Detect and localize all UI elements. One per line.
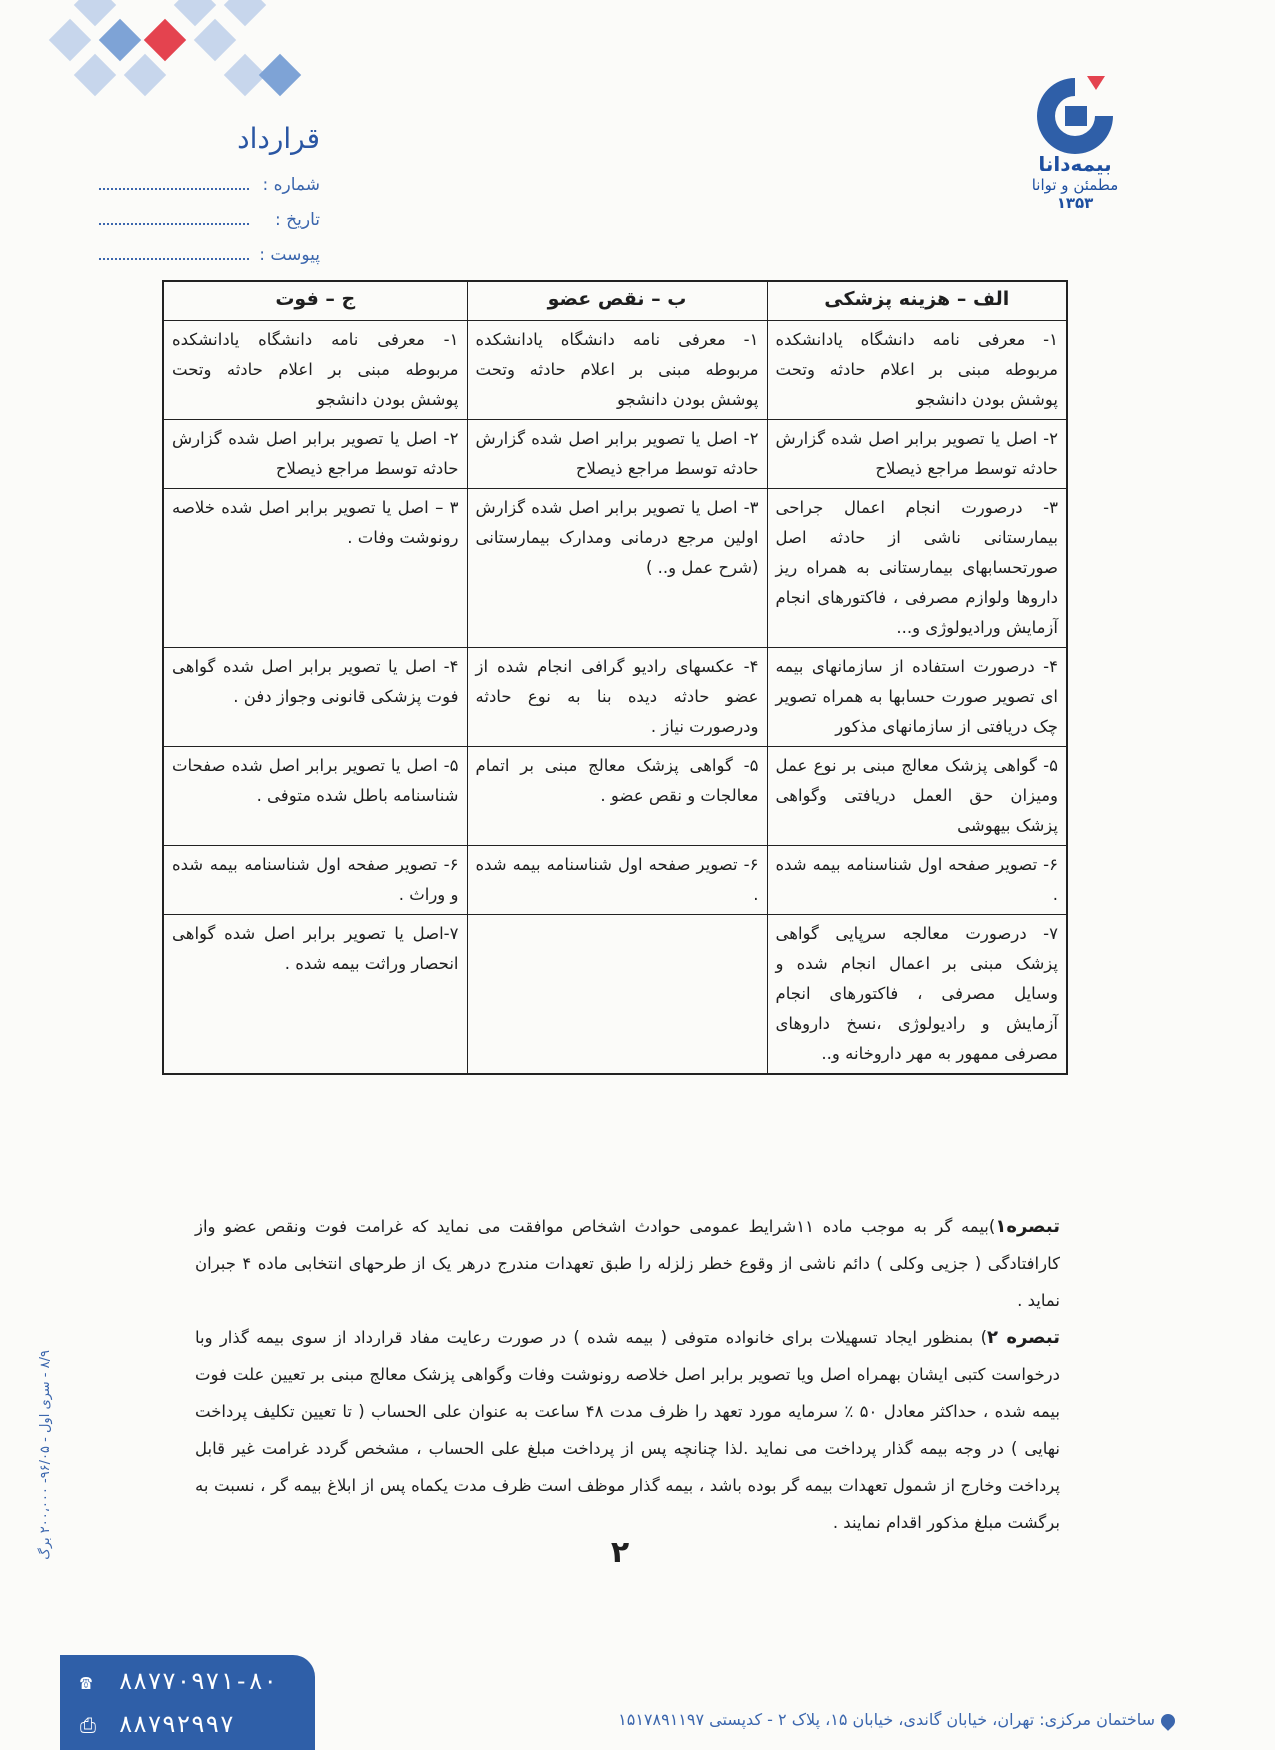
header-death: ج – فوت — [163, 281, 467, 321]
table-row — [163, 915, 1067, 1075]
logo-mark-icon — [1025, 70, 1125, 160]
table-cell: ۴- اصل یا تصویر برابر اصل شده گواهی فوت پزشکی قانونی وجواز دفن . — [163, 648, 467, 747]
table-cell: ۳ – اصل یا تصویر برابر اصل شده خلاصه رونوشت وفات . — [163, 489, 467, 648]
table-header-row — [163, 281, 1067, 321]
table-cell: ۳- درصورت انجام اعمال جراحی بیمارستانی ناشی از حادثه اصل صورتحسابهای بیمارستانی به همراه ریز داروها ولوازم مصرفی ، فاکتورهای انجام آزمایش ورادیولوژی و... — [767, 489, 1067, 648]
table-cell: ۷- درصورت معالجه سرپایی گواهی پزشک مبنی بر اعمال انجام شده و وسایل مصرفی ، فاکتورهای انجام آزمایش و رادیولوژی ،نسخ داروهای مصرفی ممهور به مهر داروخانه و.. — [767, 915, 1067, 1075]
meta-attachment-field — [75, 245, 320, 265]
table-cell: ۴- درصورت استفاده از سازمانهای بیمه ای تصویر صورت حسابها به همراه تصویر چک دریافتی از سازمانهای مذکور — [767, 648, 1067, 747]
note-2 — [195, 1319, 1060, 1541]
note-2-title: تبصره ۲ — [987, 1327, 1060, 1348]
address-text: ساختمان مرکزی: تهران، خیابان گاندی، خیابان ۱۵، پلاک ۲ - کدپستی ۱۵۱۷۸۹۱۱۹۷ — [618, 1710, 1155, 1729]
phone-number: ۸۸۷۷۰۹۷۱-۸۰ — [118, 1667, 278, 1695]
table-row — [163, 747, 1067, 846]
table-row — [163, 846, 1067, 915]
diamond-pattern-decoration — [40, 0, 340, 110]
dotted-line — [99, 178, 249, 190]
meta-number-label: شماره : — [262, 175, 320, 195]
table-cell: ۶- تصویر صفحه اول شناسنامه بیمه شده . — [467, 846, 767, 915]
document-title: قرارداد — [237, 122, 320, 155]
table-cell: ۴- عکسهای رادیو گرافی انجام شده از عضو حادثه دیده بنا به نوع حادثه ودرصورت نیاز . — [467, 648, 767, 747]
meta-attachment-label: پیوست : — [259, 245, 320, 265]
footer-address — [530, 1710, 1175, 1729]
logo-year: ۱۳۵۳ — [1056, 194, 1094, 212]
table-cell: ۱- معرفی نامه دانشگاه یادانشکده مربوطه مبنی بر اعلام حادثه وتحت پوشش بودن دانشجو — [767, 321, 1067, 420]
table-cell: ۵- گواهی پزشک معالج مبنی بر اتمام معالجات و نقص عضو . — [467, 747, 767, 846]
notes-section — [195, 1208, 1060, 1541]
dotted-line — [99, 248, 249, 260]
meta-date-label: تاریخ : — [275, 210, 320, 230]
meta-number-field — [75, 175, 320, 195]
note-1-text: )بیمه گر به موجب ماده ۱۱شرایط عمومی حوادث اشخاص موافقت می نماید که غرامت فوت ونقص عضو واز کارافتادگی ( جزیی وکلی ) دائم ناشی از وقوع خطر زلزله را طبق تعهدات مندرج درهر یک از طرحهای انتخابی ماده ۴ جبران نماید . — [195, 1217, 1060, 1310]
location-pin-icon — [1158, 1711, 1178, 1731]
table-cell: ۶- تصویر صفحه اول شناسنامه بیمه شده . — [767, 846, 1067, 915]
header-medical-costs: الف – هزینه پزشکی — [767, 281, 1067, 321]
fax-row — [80, 1710, 234, 1740]
phone-row — [80, 1667, 277, 1697]
table-cell: ۵- گواهی پزشک معالج مبنی بر نوع عمل ومیزان حق العمل دریافتی وگواهی پزشک بیهوشی — [767, 747, 1067, 846]
logo-brand-name: بیمه‌دانا — [1038, 152, 1112, 176]
table-cell: ۱- معرفی نامه دانشگاه یادانشکده مربوطه مبنی بر اعلام حادثه وتحت پوشش بودن دانشجو — [467, 321, 767, 420]
note-1-title: تبصره۱ — [995, 1216, 1061, 1237]
logo-slogan: مطمئن و توانا — [1031, 176, 1119, 194]
page-number: ۲ — [610, 1535, 630, 1570]
phone-icon: ☎ — [80, 1670, 96, 1694]
print-run-info: ۸/۹ - سری اول - ۹۶/۰۵- ۲۰۰،۰۰۰ برگ — [38, 1350, 53, 1560]
fax-number: ۸۸۷۹۲۹۹۷ — [118, 1710, 235, 1738]
table-row — [163, 648, 1067, 747]
meta-date-field — [75, 210, 320, 230]
table-cell: ۶- تصویر صفحه اول شناسنامه بیمه شده و وراث . — [163, 846, 467, 915]
table-cell: ۵- اصل یا تصویر برابر اصل شده صفحات شناسنامه باطل شده متوفی . — [163, 747, 467, 846]
table-row — [163, 321, 1067, 420]
table-row — [163, 489, 1067, 648]
note-2-text: ) بمنظور ایجاد تسهیلات برای خانواده متوفی ( بیمه شده ) در صورت رعایت مفاد قرارداد از سوی بیمه گذار وبا درخواست کتبی ایشان بهمراه اصل ویا تصویر برابر اصل خلاصه رونوشت وفات وگواهی پزشک معالج مبنی بر تعیین علت فوت بیمه شده ، حداکثر معادل ۵۰ ٪ سرمایه مورد تعهد را ظرف مدت ۴۸ ساعت به عنوان علی الحساب ( تا تعیین تکلیف پرداخت نهایی ) در وجه بیمه گذار پرداخت می نماید .لذا چنانچه پس از پرداخت مبلغ علی الحساب ، مشخص گردد غرامت غیر قابل پرداخت وخارج از شمول تعهدات بیمه گر بوده باشد ، بیمه گذار موظف است ظرف مدت یکماه پس از ابلاغ بیمه گر ، نسبت به برگشت مبلغ مذکور اقدام نمایند . — [195, 1328, 1060, 1532]
required-documents-table — [162, 280, 1068, 1075]
table-row — [163, 420, 1067, 489]
table-cell: ۷-اصل یا تصویر برابر اصل شده گواهی انحصار وراثت بیمه شده . — [163, 915, 467, 1075]
company-logo — [995, 70, 1155, 210]
table-cell: ۲- اصل یا تصویر برابر اصل شده گزارش حادثه توسط مراجع ذیصلاح — [163, 420, 467, 489]
header-disability: ب – نقص عضو — [467, 281, 767, 321]
dotted-line — [99, 213, 249, 225]
contact-box — [60, 1655, 315, 1750]
table-cell: ۲- اصل یا تصویر برابر اصل شده گزارش حادثه توسط مراجع ذیصلاح — [467, 420, 767, 489]
table-cell — [467, 915, 767, 1075]
table-cell: ۳- اصل یا تصویر برابر اصل شده گزارش اولین مرجع درمانی ومدارک بیمارستانی (شرح عمل و.. ) — [467, 489, 767, 648]
table-cell: ۲- اصل یا تصویر برابر اصل شده گزارش حادثه توسط مراجع ذیصلاح — [767, 420, 1067, 489]
note-1 — [195, 1208, 1060, 1319]
table-cell: ۱- معرفی نامه دانشگاه یادانشکده مربوطه مبنی بر اعلام حادثه وتحت پوشش بودن دانشجو — [163, 321, 467, 420]
printer-icon: ⎙ — [80, 1713, 99, 1737]
